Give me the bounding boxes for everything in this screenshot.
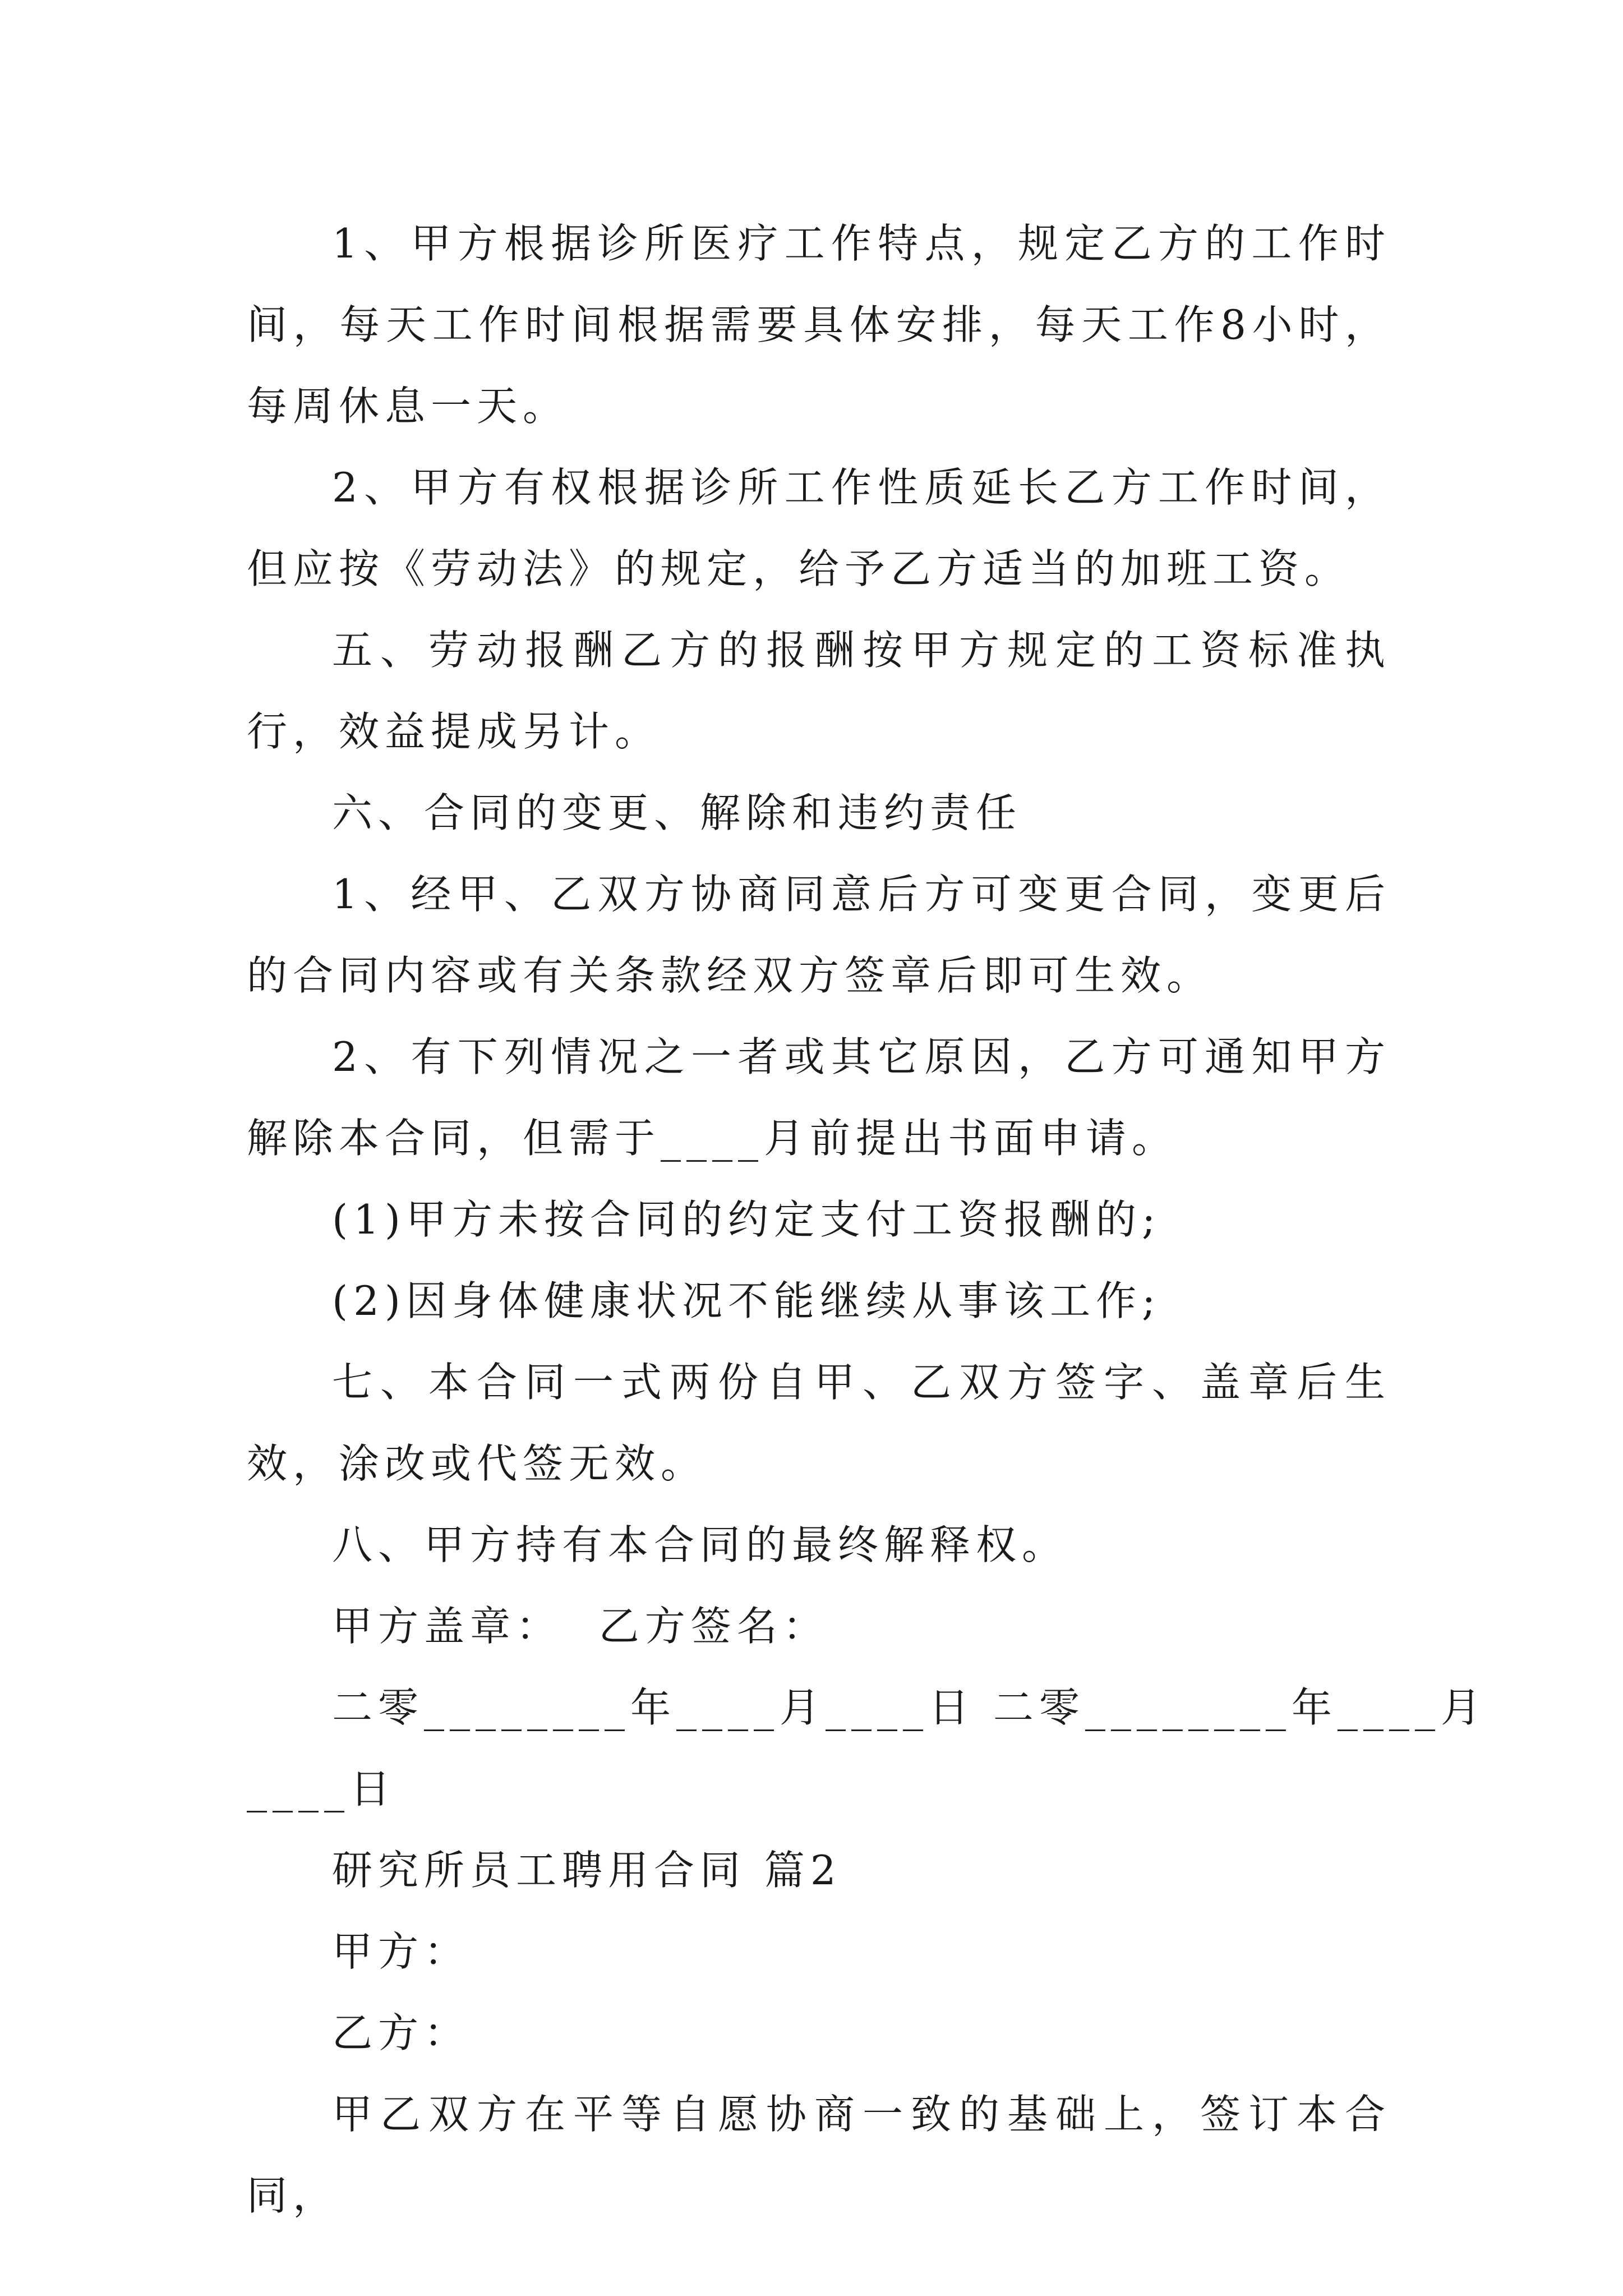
party-a-label: 甲方： bbox=[332, 1928, 471, 1975]
paragraph-remuneration: 五、劳动报酬乙方的报酬按甲方规定的工资标准执行，效益提成另计。 bbox=[247, 627, 1391, 755]
paragraph-contract-change: 1、经甲、乙双方协商同意后方可变更合同，变更后的合同内容或有关条款经双方签章后即可生效。 bbox=[247, 871, 1391, 999]
paragraph-termination-reason-2: (2)因身体健康状况不能继续从事该工作; bbox=[332, 1277, 1161, 1324]
paragraph-termination: 2、有下列情况之一者或其它原因，乙方可通知甲方解除本合同，但需于____月前提出书面申请。 bbox=[247, 1033, 1391, 1162]
paragraph-agreement-intro: 甲乙双方在平等自愿协商一致的基础上，签订本合同， bbox=[247, 2091, 1391, 2219]
paragraph-work-hours: 1、甲方根据诊所医疗工作特点，规定乙方的工作时间，每天工作时间根据需要具体安排，每天工作8小时，每周休息一天。 bbox=[247, 220, 1391, 430]
document-body bbox=[247, 203, 1487, 2237]
date-line-continued: ____日 bbox=[247, 1765, 396, 1812]
paragraph-overtime: 2、甲方有权根据诊所工作性质延长乙方工作时间，但应按《劳动法》的规定，给予乙方适当的加班工资。 bbox=[247, 464, 1391, 592]
party-b-label: 乙方： bbox=[332, 2009, 471, 2056]
signature-line: 甲方盖章： 乙方签名： bbox=[332, 1603, 829, 1650]
paragraph-copies-effective: 七、本合同一式两份自甲、乙双方签字、盖章后生效，涂改或代签无效。 bbox=[247, 1359, 1391, 1487]
paragraph-final-interpretation: 八、甲方持有本合同的最终解释权。 bbox=[332, 1521, 1068, 1568]
section-title: 研究所员工聘用合同 篇2 bbox=[332, 1847, 842, 1894]
paragraph-section-six-heading: 六、合同的变更、解除和违约责任 bbox=[332, 789, 1022, 836]
paragraph-termination-reason-1: (1)甲方未按合同的约定支付工资报酬的; bbox=[332, 1196, 1161, 1243]
date-line: 二零________年____月____日 二零________年____月 bbox=[332, 1684, 1487, 1731]
